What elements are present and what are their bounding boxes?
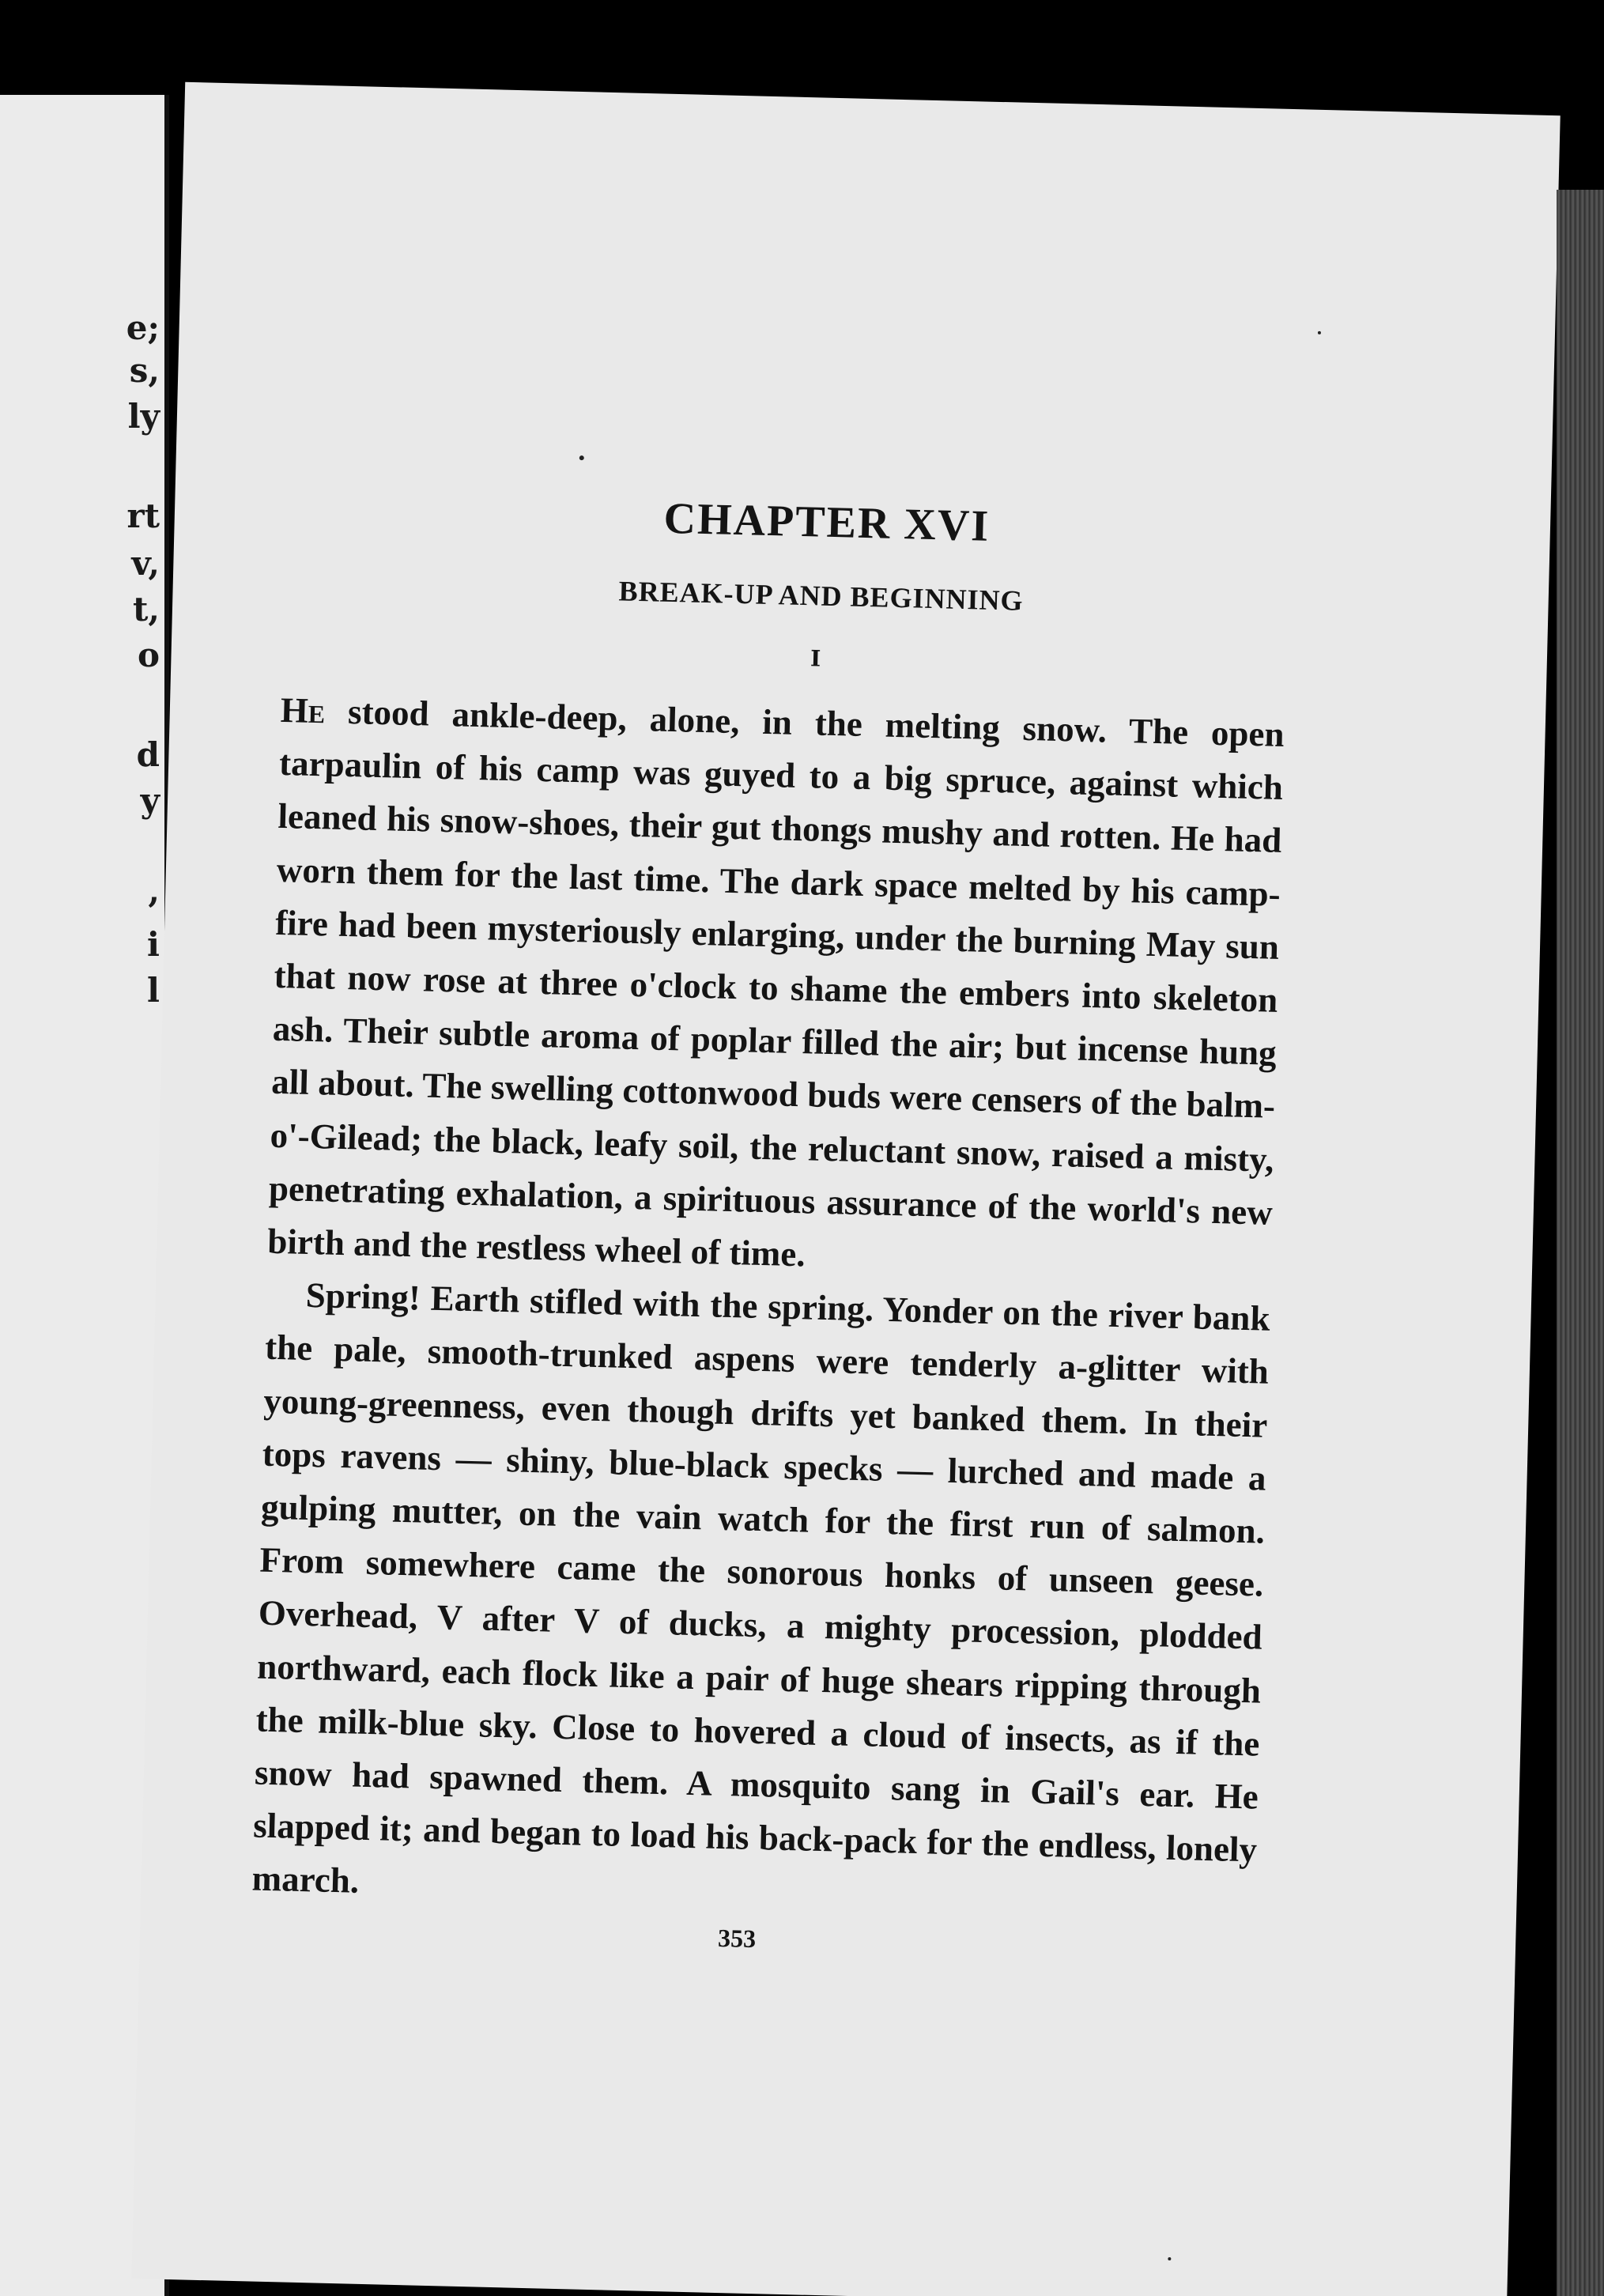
paragraph-1 — [267, 684, 1285, 1293]
left-fragment: l — [147, 971, 160, 1010]
chapter-title: BREAK-UP AND BEGINNING — [618, 575, 1025, 617]
left-fragment: d — [136, 735, 160, 774]
ink-speck — [579, 455, 584, 460]
paragraph-2: Spring! Earth stifled with the spring. Yonder on the river bank the pale, smooth-trunked aspens were tenderly a-glitter with young-greenness, even though drifts yet banked them. In their tops ravens — shiny, blue-black specks — lurched and made a gulping mutter, on the vain watch for the first run of salmon. From somewhere came the sonorous honks of unseen geese. Overhead, V after V of ducks, a mighty procession, plodded northward, each flock like a pair of huge shears ripping through the milk-blue sky. Close to hovered a cloud of insects, as if the snow had spawned them. A mosquito sang in Gail's ear. He slapped it; and began to load his back-pack for the endless, lonely march. — [251, 1275, 1271, 1901]
left-fragment: o — [137, 636, 160, 674]
left-fragment: y — [140, 781, 160, 820]
section-number: I — [810, 645, 821, 672]
paragraph-1-text: stood ankle-deep, alone, in the melting snow. The open tarpaulin of his camp was guyed to a big spruce, against which leaned his snow-shoes, their gut thongs mushy and rotten. He had worn them for the last time. The dark space melted by his camp-fire had been mysteriously enlarging, under the burning May sun that now rose at three o'clock to shame the embers into skeleton ash. Their subtle aroma of poplar filled the air; but incense hung all about. The swelling cottonwood buds were censers of the balm-o'-Gilead; the black, leafy soil, the reluctant snow, raised a misty, penetrating exhalation, a spirituous assurance of the world's new birth and the restless wheel of time. — [266, 691, 1285, 1275]
page-content — [251, 484, 1290, 1966]
left-fragment: t, — [132, 590, 160, 629]
left-fragment: ly — [127, 397, 160, 436]
paragraph-1-opening-word: He — [280, 689, 326, 731]
left-fragment: e; — [126, 308, 160, 347]
book-page — [131, 82, 1560, 2296]
ink-speck — [1318, 331, 1321, 334]
book-page-edges — [1557, 190, 1604, 2296]
ink-speck — [1168, 2257, 1171, 2260]
page-number: 353 — [717, 1923, 757, 1953]
chapter-heading: CHAPTER XVI — [662, 493, 991, 551]
left-fragment: v, — [131, 544, 160, 583]
left-fragment: i — [147, 925, 160, 964]
left-fragment: , — [148, 871, 160, 910]
left-fragment: s, — [129, 351, 160, 390]
left-fragment: rt — [126, 497, 160, 535]
